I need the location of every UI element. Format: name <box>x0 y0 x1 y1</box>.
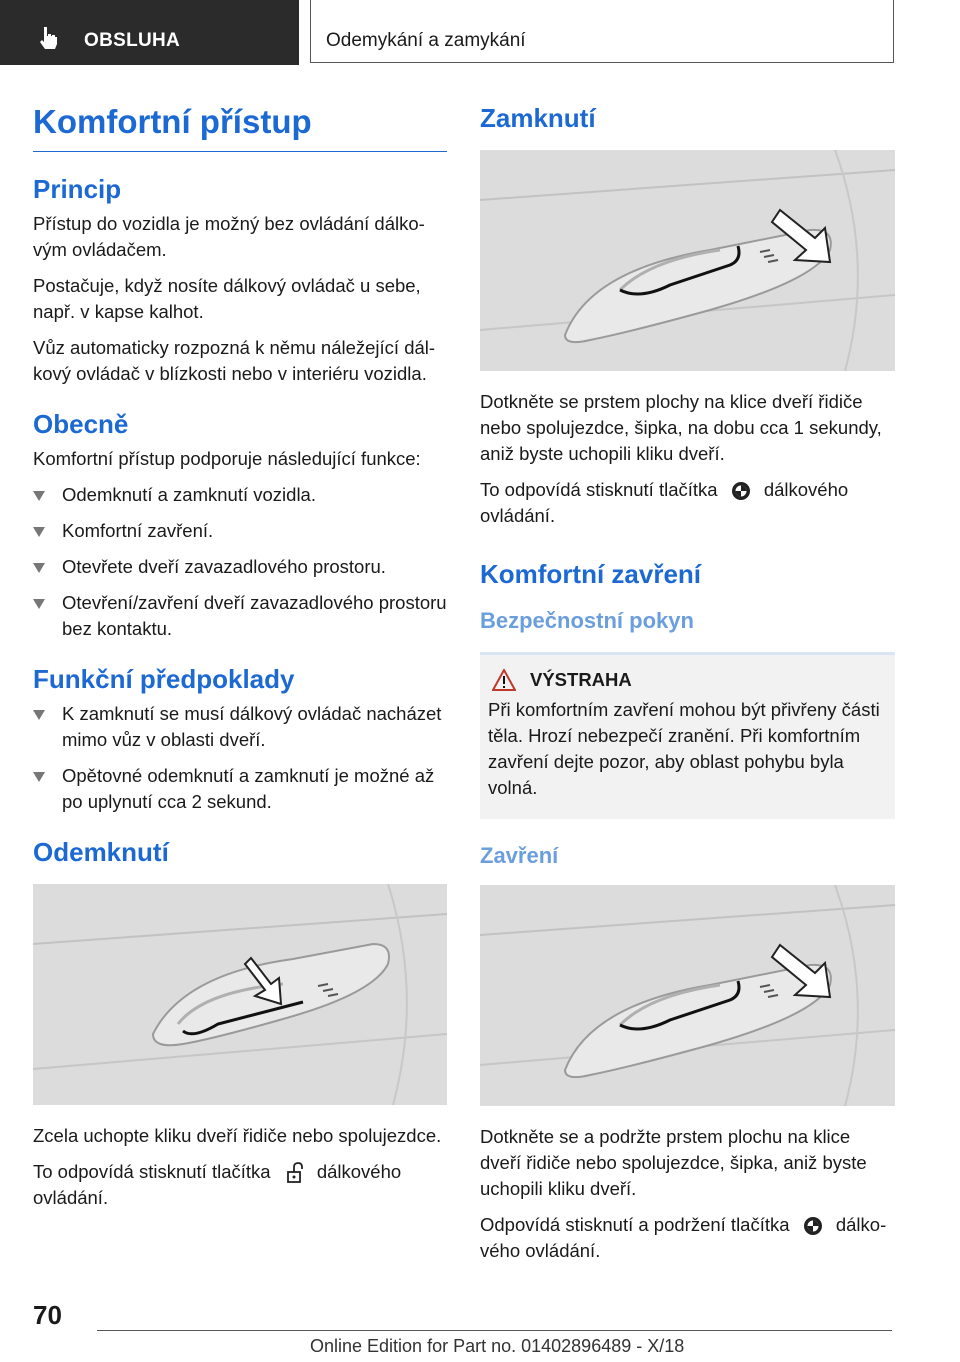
comfort-close-heading: Komfortní zavření <box>480 559 702 589</box>
list-item: Otevření/zavření dveří zavazadlového prostoru bez kontaktu. <box>33 590 447 642</box>
list-item: Odemknutí a zamknutí vozidla. <box>33 482 447 508</box>
warning-text: Při komfortním zavření mohou být přivřeny části těla. Hrozí nebezpečí zranění. Při komfortním zavření dejte pozor, aby oblast pohybu byla volná. <box>488 699 880 798</box>
bmw-logo-icon <box>795 1215 831 1237</box>
warning-title: VÝSTRAHA <box>530 669 632 690</box>
unlock-paragraph-1: Zcela uchopte kliku dveří řidiče nebo spolujezdce. <box>33 1125 442 1146</box>
door-handle-hold-illustration <box>480 885 895 1106</box>
general-heading: Obecně <box>33 409 129 439</box>
unlock-heading: Odemknutí <box>33 837 169 867</box>
bullet-triangle-icon <box>33 710 45 720</box>
bullet-triangle-icon <box>33 772 45 782</box>
close-heading: Zavření <box>480 843 559 868</box>
safety-heading: Bezpečnostní pokyn <box>480 608 694 633</box>
section-tab <box>0 0 299 65</box>
page-number: 70 <box>33 1300 62 1330</box>
general-intro: Komfortní přístup podporuje následující funkce: <box>33 448 421 469</box>
bullet-triangle-icon <box>33 563 45 573</box>
unlock-icon <box>276 1162 312 1184</box>
close-paragraph-2: Odpovídá stisknutí a podržení tlačítka dálkového ovládání. <box>480 1214 887 1261</box>
general-list <box>33 482 447 642</box>
door-handle-touch-illustration <box>480 150 895 371</box>
principle-paragraph-3: Vůz automaticky rozpozná k němu náležející dálkový ovládač v blízkosti nebo v interiéru vozidla. <box>33 337 436 384</box>
page-title: Komfortní přístup <box>33 95 447 152</box>
principle-paragraph-2: Postačuje, když nosíte dálkový ovládač u sebe, např. v kapse kalhot. <box>33 275 421 322</box>
list-item: K zamknutí se musí dálkový ovládač nacházet mimo vůz v oblasti dveří. <box>33 701 447 753</box>
lock-paragraph-1: Dotkněte se prstem plochy na klice dveří řidiče nebo spolujezdce, šipka, na dobu cca 1 sekundy, aniž byste uchopili kliku dveří. <box>480 391 882 464</box>
chapter-tab-label: Odemykání a zamykání <box>326 30 526 51</box>
warning-triangle-icon <box>492 669 516 691</box>
hand-icon <box>38 27 58 49</box>
bullet-triangle-icon <box>33 527 45 537</box>
prerequisites-heading: Funkční předpoklady <box>33 664 295 694</box>
principle-paragraph-1: Přístup do vozidla je možný bez ovládání dálkovým ovládačem. <box>33 213 425 260</box>
warning-box <box>480 652 895 819</box>
list-item: Komfortní zavření. <box>33 518 447 544</box>
bullet-triangle-icon <box>33 491 45 501</box>
right-column <box>480 95 895 1274</box>
bmw-logo-icon <box>723 480 759 502</box>
warning-header <box>492 669 887 691</box>
left-column <box>33 95 447 1221</box>
lock-heading: Zamknutí <box>480 103 596 133</box>
footer-edition: Online Edition for Part no. 01402896489 - X/18 <box>310 1336 685 1356</box>
list-item: Opětovné odemknutí a zamknutí je možné až po uplynutí cca 2 sekund. <box>33 763 447 815</box>
lock-paragraph-2: To odpovídá stisknutí tlačítka dálkového ovládání. <box>480 479 849 526</box>
footer-divider <box>97 1330 892 1331</box>
chapter-tab <box>310 0 894 63</box>
list-item: Otevřete dveří zavazadlového prostoru. <box>33 554 447 580</box>
door-handle-grip-illustration <box>33 884 447 1105</box>
section-tab-label: OBSLUHA <box>84 30 181 51</box>
bullet-triangle-icon <box>33 599 45 609</box>
unlock-paragraph-2: To odpovídá stisknutí tlačítka dálkového ovládání. <box>33 1161 402 1208</box>
principle-heading: Princip <box>33 174 122 204</box>
close-paragraph-1: Dotkněte se a podržte prstem plochu na klice dveří řidiče nebo spolujezdce, šipka, aniž byste uchopili kliku dveří. <box>480 1126 867 1199</box>
prerequisites-list <box>33 701 447 815</box>
